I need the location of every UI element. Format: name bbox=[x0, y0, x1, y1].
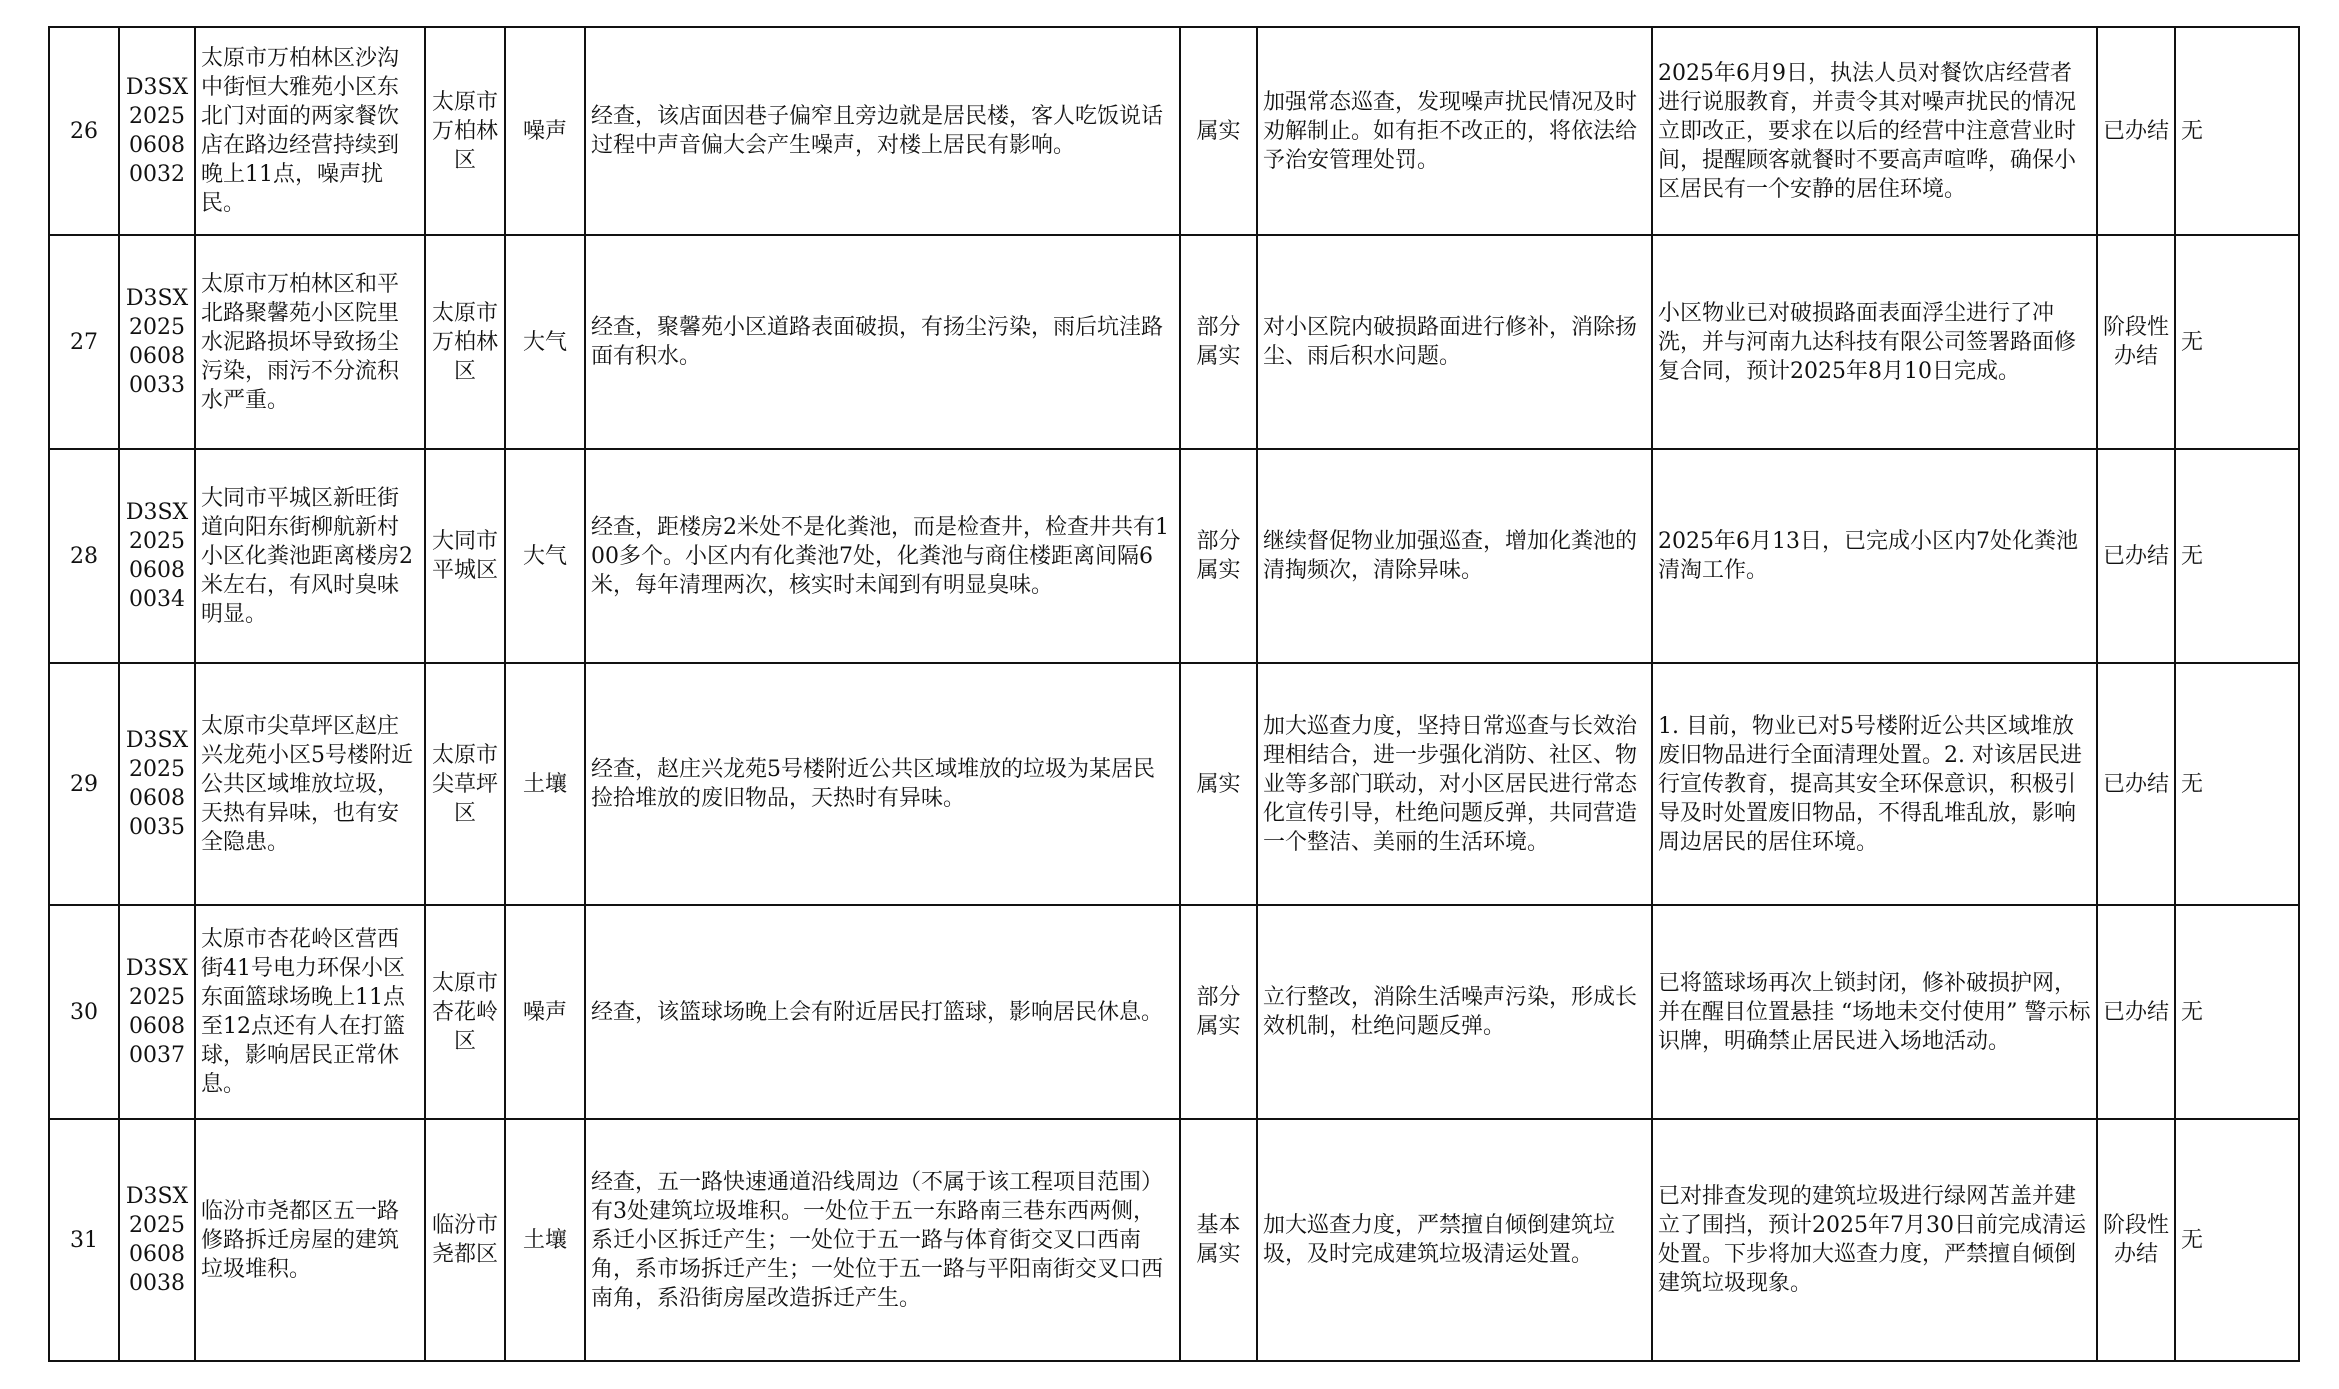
investigation-finding-cell: 经查，聚馨苑小区道路表面破损，有扬尘污染，雨后坑洼路面有积水。 bbox=[585, 235, 1180, 449]
rectification-measure-cell: 立行整改，消除生活噪声污染，形成长效机制，杜绝问题反弹。 bbox=[1257, 905, 1652, 1119]
rectification-result-cell: 1. 目前，物业已对5号楼附近公共区域堆放废旧物品进行全面清理处置。2. 对该居民进行宣传教育，提高其安全环保意识，积极引导及时处置废旧物品，不得乱堆乱放，影响周边居民的居住环境。 bbox=[1652, 663, 2097, 905]
investigation-finding-cell: 经查，赵庄兴龙苑5号楼附近公共区域堆放的垃圾为某居民捡拾堆放的废旧物品，天热时有异味。 bbox=[585, 663, 1180, 905]
rectification-result-cell: 已对排查发现的建筑垃圾进行绿网苫盖并建立了围挡，预计2025年7月30日前完成清运处置。下步将加大巡查力度，严禁擅自倾倒建筑垃圾现象。 bbox=[1652, 1119, 2097, 1361]
district-cell: 太原市万柏林区 bbox=[425, 27, 505, 235]
rectification-result-cell: 2025年6月13日，已完成小区内7处化粪池清淘工作。 bbox=[1652, 449, 2097, 663]
complaint-content-cell: 临汾市尧都区五一路修路拆迁房屋的建筑垃圾堆积。 bbox=[195, 1119, 425, 1361]
district-cell: 太原市尖草坪区 bbox=[425, 663, 505, 905]
rectification-result-cell: 2025年6月9日，执法人员对餐饮店经营者进行说服教育，并责令其对噪声扰民的情况立即改正，要求在以后的经营中注意营业时间，提醒顾客就餐时不要高声喧哗，确保小区居民有一个安静的居住环境。 bbox=[1652, 27, 2097, 235]
accountability-cell: 无 bbox=[2175, 905, 2299, 1119]
handling-status-cell: 已办结 bbox=[2097, 905, 2175, 1119]
table-row bbox=[49, 27, 2299, 235]
investigation-finding-cell: 经查，五一路快速通道沿线周边（不属于该工程项目范围）有3处建筑垃圾堆积。一处位于五一东路南三巷东西两侧，系迁小区拆迁产生；一处位于五一路与体育街交叉口西南角，系市场拆迁产生；一处位于五一路与平阳南街交叉口西南角，系沿街房屋改造拆迁产生。 bbox=[585, 1119, 1180, 1361]
row-number-cell: 27 bbox=[49, 235, 119, 449]
complaint-content-cell: 太原市万柏林区沙沟中街恒大雅苑小区东北门对面的两家餐饮店在路边经营持续到晚上11点，噪声扰民。 bbox=[195, 27, 425, 235]
complaint-content-cell: 大同市平城区新旺街道向阳东街柳航新村小区化粪池距离楼房2米左右，有风时臭味明显。 bbox=[195, 449, 425, 663]
pollution-type-cell: 大气 bbox=[505, 449, 585, 663]
investigation-finding-cell: 经查，该店面因巷子偏窄且旁边就是居民楼，客人吃饭说话过程中声音偏大会产生噪声，对楼上居民有影响。 bbox=[585, 27, 1180, 235]
rectification-measure-cell: 加强常态巡查，发现噪声扰民情况及时劝解制止。如有拒不改正的，将依法给予治安管理处罚。 bbox=[1257, 27, 1652, 235]
pollution-type-cell: 土壤 bbox=[505, 663, 585, 905]
pollution-type-cell: 土壤 bbox=[505, 1119, 585, 1361]
verdict-cell: 属实 bbox=[1180, 27, 1257, 235]
rectification-measure-cell: 对小区院内破损路面进行修补，消除扬尘、雨后积水问题。 bbox=[1257, 235, 1652, 449]
complaint-table bbox=[48, 26, 2300, 1362]
district-cell: 太原市杏花岭区 bbox=[425, 905, 505, 1119]
table-row bbox=[49, 663, 2299, 905]
investigation-finding-cell: 经查，距楼房2米处不是化粪池，而是检查井，检查井共有100多个。小区内有化粪池7处，化粪池与商住楼距离间隔6米，每年清理两次，核实时未闻到有明显臭味。 bbox=[585, 449, 1180, 663]
accountability-cell: 无 bbox=[2175, 235, 2299, 449]
case-code-cell: D3SX20250608 0035 bbox=[119, 663, 195, 905]
accountability-cell: 无 bbox=[2175, 27, 2299, 235]
case-code-cell: D3SX20250608 0033 bbox=[119, 235, 195, 449]
rectification-measure-cell: 加大巡查力度，坚持日常巡查与长效治理相结合，进一步强化消防、社区、物业等多部门联动，对小区居民进行常态化宣传引导，杜绝问题反弹，共同营造一个整洁、美丽的生活环境。 bbox=[1257, 663, 1652, 905]
table-row bbox=[49, 1119, 2299, 1361]
district-cell: 太原市万柏林区 bbox=[425, 235, 505, 449]
table-row bbox=[49, 449, 2299, 663]
rectification-result-cell: 已将篮球场再次上锁封闭，修补破损护网，并在醒目位置悬挂 “场地未交付使用” 警示标识牌，明确禁止居民进入场地活动。 bbox=[1652, 905, 2097, 1119]
case-code-cell: D3SX20250608 0038 bbox=[119, 1119, 195, 1361]
case-code-cell: D3SX20250608 0037 bbox=[119, 905, 195, 1119]
verdict-cell: 属实 bbox=[1180, 663, 1257, 905]
district-cell: 临汾市尧都区 bbox=[425, 1119, 505, 1361]
pollution-type-cell: 噪声 bbox=[505, 905, 585, 1119]
row-number-cell: 31 bbox=[49, 1119, 119, 1361]
accountability-cell: 无 bbox=[2175, 1119, 2299, 1361]
pollution-type-cell: 大气 bbox=[505, 235, 585, 449]
handling-status-cell: 已办结 bbox=[2097, 27, 2175, 235]
verdict-cell: 基本属实 bbox=[1180, 1119, 1257, 1361]
handling-status-cell: 阶段性办结 bbox=[2097, 1119, 2175, 1361]
pollution-type-cell: 噪声 bbox=[505, 27, 585, 235]
table-row bbox=[49, 235, 2299, 449]
row-number-cell: 30 bbox=[49, 905, 119, 1119]
complaint-content-cell: 太原市万柏林区和平北路聚馨苑小区院里水泥路损坏导致扬尘污染，雨污不分流积水严重。 bbox=[195, 235, 425, 449]
case-code-cell: D3SX20250608 0034 bbox=[119, 449, 195, 663]
row-number-cell: 28 bbox=[49, 449, 119, 663]
complaint-content-cell: 太原市杏花岭区营西街41号电力环保小区东面篮球场晚上11点至12点还有人在打篮球，影响居民正常休息。 bbox=[195, 905, 425, 1119]
row-number-cell: 29 bbox=[49, 663, 119, 905]
handling-status-cell: 已办结 bbox=[2097, 663, 2175, 905]
verdict-cell: 部分属实 bbox=[1180, 235, 1257, 449]
rectification-measure-cell: 加大巡查力度，严禁擅自倾倒建筑垃圾，及时完成建筑垃圾清运处置。 bbox=[1257, 1119, 1652, 1361]
handling-status-cell: 已办结 bbox=[2097, 449, 2175, 663]
accountability-cell: 无 bbox=[2175, 449, 2299, 663]
district-cell: 大同市平城区 bbox=[425, 449, 505, 663]
table-row bbox=[49, 905, 2299, 1119]
handling-status-cell: 阶段性办结 bbox=[2097, 235, 2175, 449]
complaint-content-cell: 太原市尖草坪区赵庄兴龙苑小区5号楼附近公共区域堆放垃圾，天热有异味，也有安全隐患。 bbox=[195, 663, 425, 905]
case-code-cell: D3SX20250608 0032 bbox=[119, 27, 195, 235]
rectification-result-cell: 小区物业已对破损路面表面浮尘进行了冲洗，并与河南九达科技有限公司签署路面修复合同，预计2025年8月10日完成。 bbox=[1652, 235, 2097, 449]
accountability-cell: 无 bbox=[2175, 663, 2299, 905]
row-number-cell: 26 bbox=[49, 27, 119, 235]
investigation-finding-cell: 经查，该篮球场晚上会有附近居民打篮球，影响居民休息。 bbox=[585, 905, 1180, 1119]
verdict-cell: 部分属实 bbox=[1180, 449, 1257, 663]
verdict-cell: 部分属实 bbox=[1180, 905, 1257, 1119]
rectification-measure-cell: 继续督促物业加强巡查，增加化粪池的清掏频次，清除异味。 bbox=[1257, 449, 1652, 663]
